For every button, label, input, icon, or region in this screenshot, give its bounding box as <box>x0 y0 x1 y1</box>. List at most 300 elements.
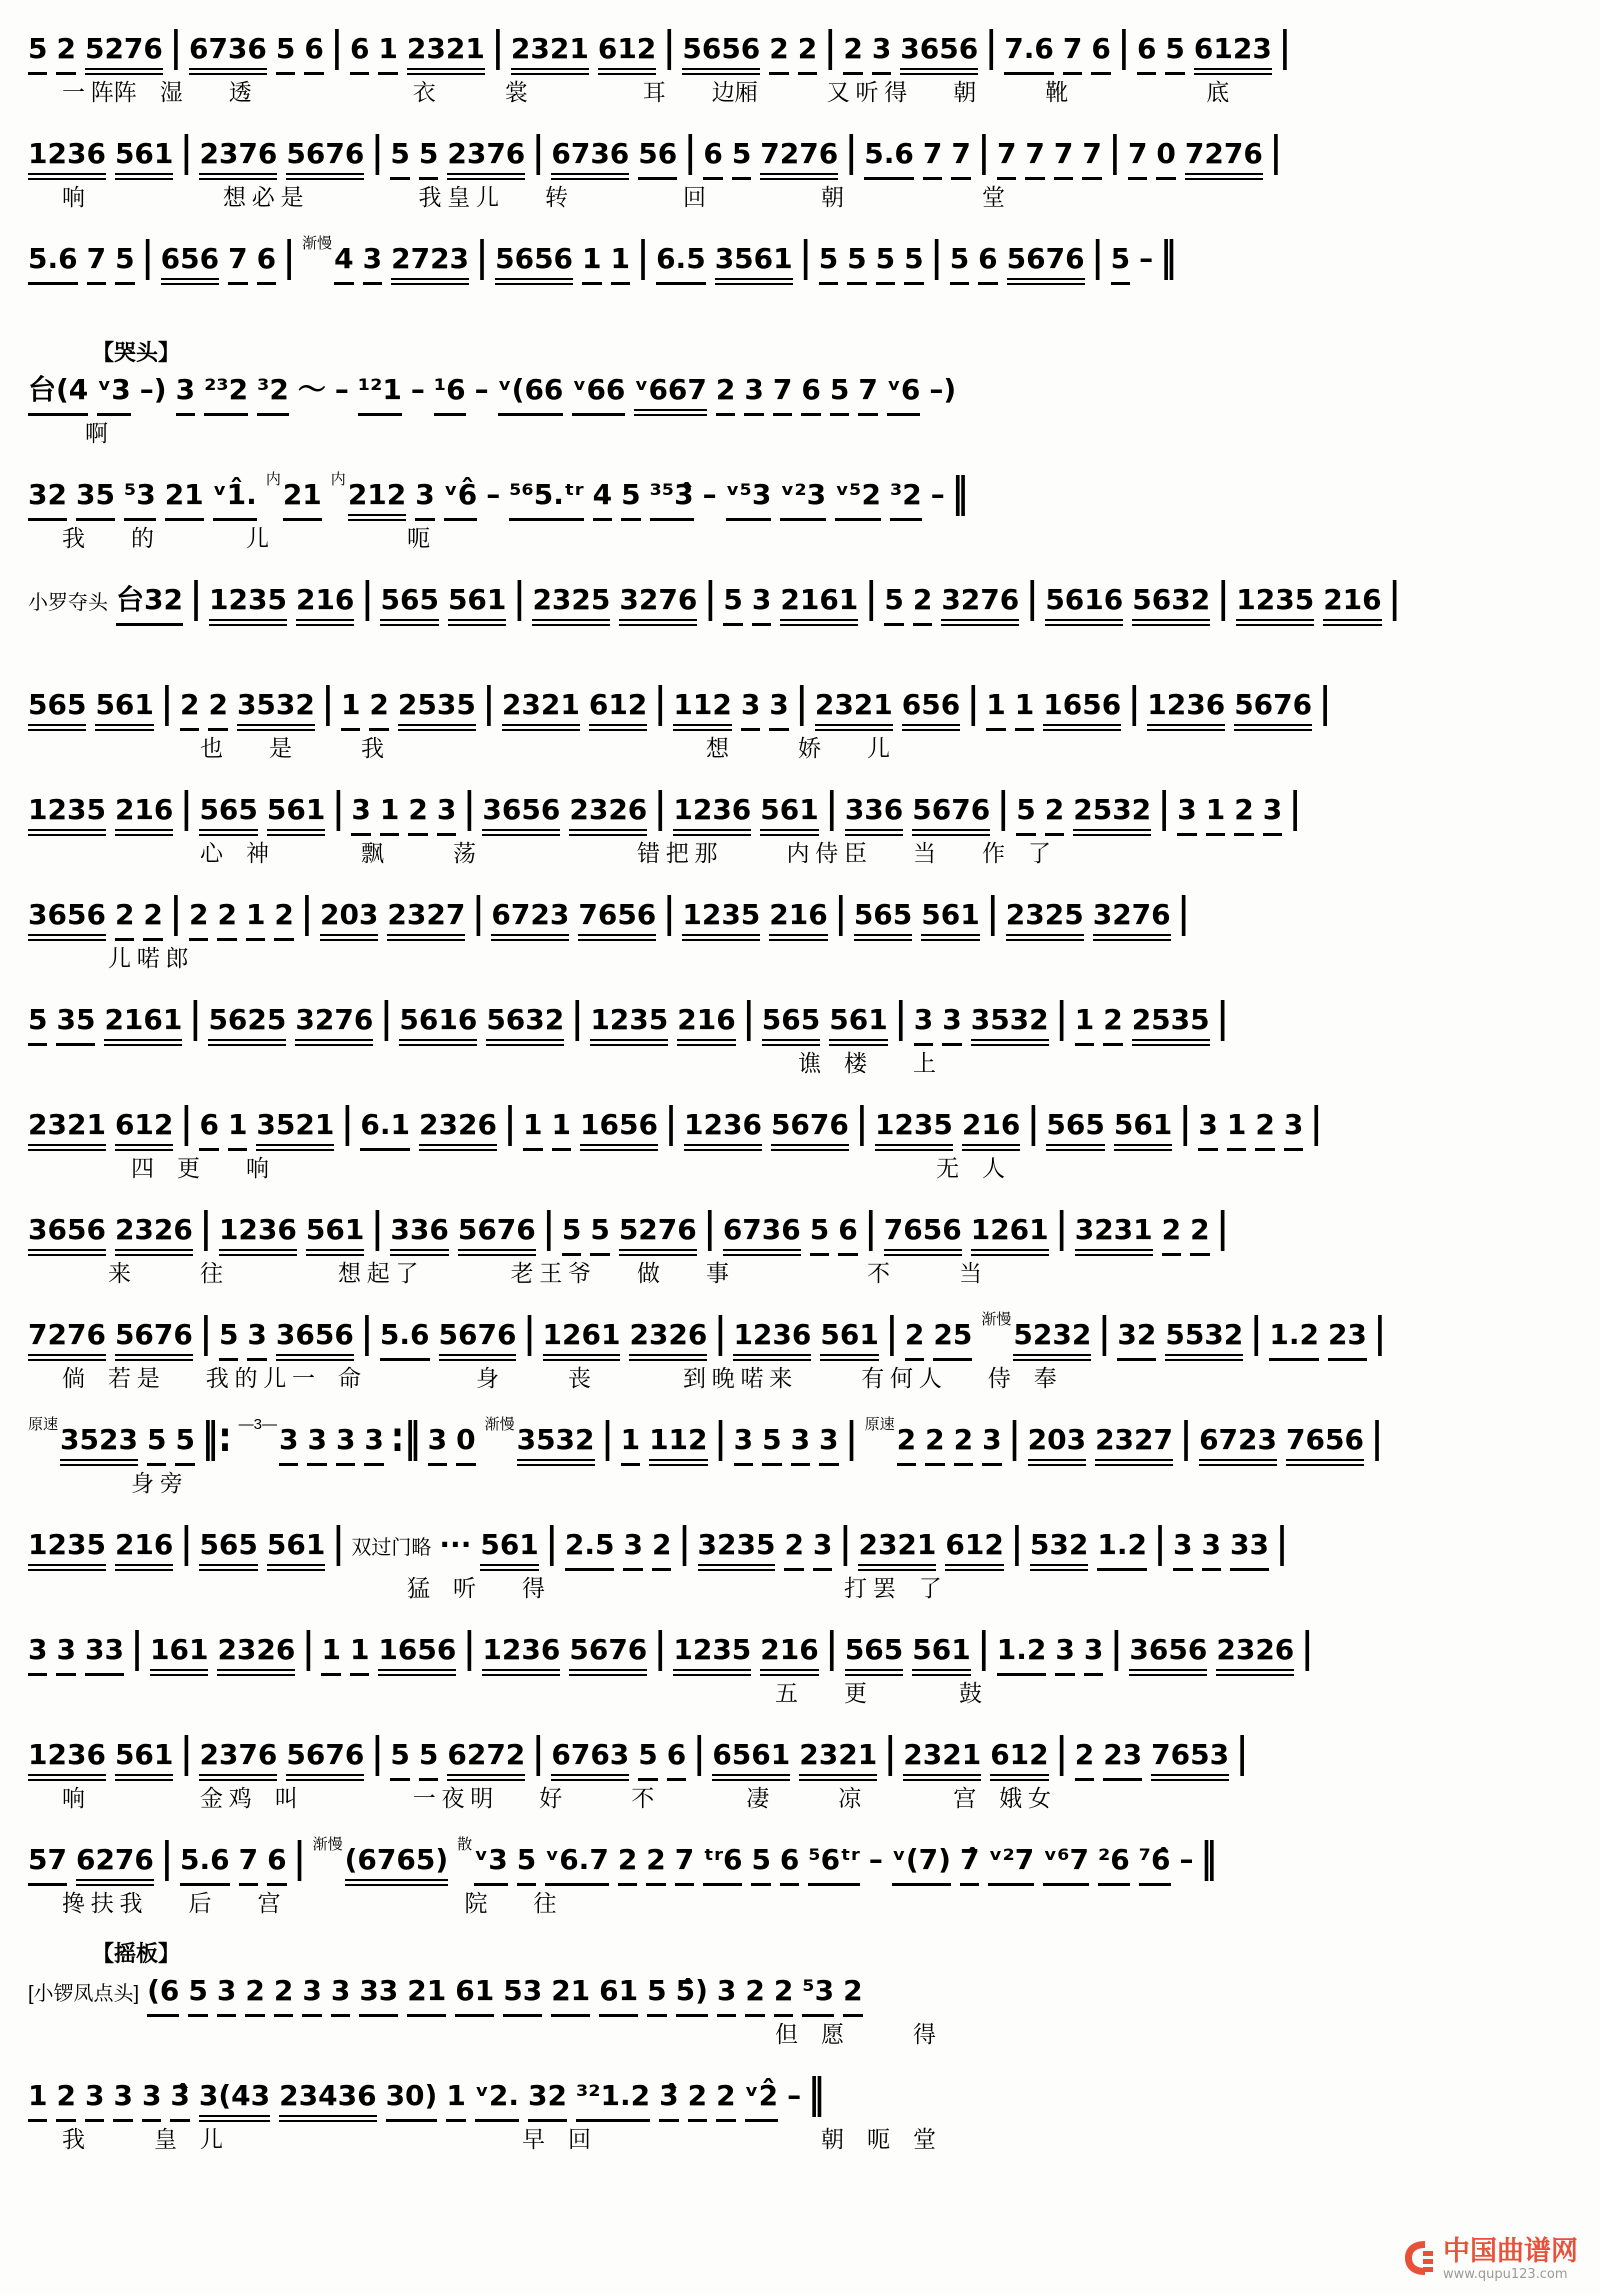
barline: | <box>1289 782 1302 831</box>
note-group: 216 <box>1323 583 1381 626</box>
barline: | <box>542 1202 555 1251</box>
barline: | <box>1010 1517 1023 1566</box>
barline: | <box>834 887 847 936</box>
note-group: 2321 <box>502 688 580 731</box>
note-group: 3 <box>176 373 195 416</box>
note-group: 565 <box>199 1528 257 1571</box>
note-group: 612 <box>115 1108 173 1151</box>
music-system <box>28 1412 1582 1499</box>
note-group: 1 <box>228 1108 247 1151</box>
barline: | <box>637 231 650 280</box>
barline: | <box>321 677 334 726</box>
note-group: 1 <box>1227 1108 1246 1151</box>
barline: | <box>463 1622 476 1671</box>
note-group: 0 <box>456 1423 475 1466</box>
note-group: 561 <box>760 793 818 836</box>
note-group: 1656 <box>1043 688 1121 731</box>
note-group: 3 <box>717 1974 736 2017</box>
note-group: ᵛ(7) <box>892 1843 951 1886</box>
note-group: 33 <box>1230 1528 1269 1571</box>
tempo-annotation: 内 <box>265 471 281 488</box>
note-group: 5616 <box>399 1003 477 1046</box>
note-group: ᵛ1̂. <box>213 478 257 521</box>
note-group: 2327 <box>387 898 465 941</box>
note-group: 5 <box>276 32 295 75</box>
inline-label: [小锣凤点头] <box>28 1983 140 2005</box>
note-group: 5676 <box>1007 242 1085 285</box>
note-group: 1236 <box>28 1738 106 1781</box>
barline: | <box>283 231 296 280</box>
note-group: 6276 <box>76 1843 154 1886</box>
note-group: 5 <box>751 1843 770 1886</box>
note-group: 2 <box>843 1974 862 2017</box>
tempo-annotation: 渐慢 <box>981 1311 1012 1328</box>
barline: | <box>532 1727 545 1776</box>
barline: | <box>654 782 667 831</box>
note-group: ᵛ²3 <box>780 478 826 521</box>
note-group: 216 <box>760 1633 818 1676</box>
note-group: 2161 <box>104 1003 182 1046</box>
barline: | <box>332 782 345 831</box>
note-group: 5676 <box>439 1318 517 1361</box>
note-group: 1 <box>582 242 601 285</box>
note-group: 3 <box>307 1423 326 1466</box>
note-group: 6123 <box>1194 32 1272 75</box>
note-group: 6 <box>780 1843 799 1886</box>
note-group: 7656 <box>578 898 656 941</box>
note-group: 1235 <box>875 1108 953 1151</box>
barline: | <box>799 231 812 280</box>
note-group: 5 <box>876 242 895 285</box>
note-group: 5676 <box>286 1738 364 1781</box>
barline: | <box>654 1622 667 1671</box>
barline: | <box>967 677 980 726</box>
barline: | <box>1026 572 1039 621</box>
barline: | <box>1055 992 1068 1041</box>
note-group: 3 <box>1198 1108 1217 1151</box>
barline: | <box>1177 887 1190 936</box>
note-group: 台32 <box>116 583 183 626</box>
barline: ‖ <box>808 2068 825 2117</box>
note-group: ²6 <box>1098 1843 1130 1886</box>
note-group: 1236 <box>482 1633 560 1676</box>
note-group: 2321 <box>28 1108 106 1151</box>
note-group: 1235 <box>209 583 287 626</box>
note-group: ¹6 <box>434 373 466 416</box>
note-group: 2 <box>798 32 817 75</box>
notation-line <box>28 2068 1582 2123</box>
note-group: 5 <box>950 242 969 285</box>
note-group: 2 <box>1162 1213 1181 1256</box>
lyrics-line: 倘 若 是 我 的 儿 一 命 身 丧 到 晚 喏 来 有 何 人 侍 奉 <box>62 1366 1057 1391</box>
music-system <box>28 1097 1582 1184</box>
note-group: 32 <box>28 478 67 521</box>
barline: | <box>180 782 193 831</box>
note-group: 5 <box>419 137 438 180</box>
note-group: 6 <box>838 1213 857 1256</box>
note-group: – <box>334 373 349 406</box>
music-system <box>28 1622 1582 1709</box>
note-group: 5̂) <box>676 1974 708 2017</box>
note-group: 3 <box>415 478 434 521</box>
note-group: 7 <box>1082 137 1101 180</box>
note-group: 6 <box>350 32 369 75</box>
barline: | <box>684 126 697 175</box>
note-group: 5625 <box>208 1003 286 1046</box>
note-group: 3532 <box>517 1423 595 1466</box>
note-group: – <box>868 1843 883 1876</box>
note-group: 5 <box>175 1423 194 1466</box>
note-group: 1 <box>446 2079 465 2122</box>
barline: | <box>180 1727 193 1776</box>
note-group: 5 <box>390 137 409 180</box>
note-group: 6.1 <box>360 1108 410 1151</box>
note-group: 6 <box>199 1108 218 1151</box>
barline: ‖ <box>1200 1832 1217 1881</box>
note-group: 112 <box>649 1423 707 1466</box>
notation-line <box>28 1307 1582 1362</box>
note-group: 5232 <box>1013 1318 1091 1361</box>
note-group: 6736 <box>551 137 629 180</box>
music-system <box>28 1832 1582 1919</box>
note-group: 1656 <box>580 1108 658 1151</box>
note-group: 6 <box>801 373 820 416</box>
barline: | <box>654 677 667 726</box>
note-group: 32 <box>528 2079 567 2122</box>
note-group: 565 <box>380 583 438 626</box>
music-system <box>28 1307 1582 1394</box>
note-group: 6723 <box>491 898 569 941</box>
note-group: 21 <box>407 1974 446 2017</box>
note-group: – <box>1139 242 1154 275</box>
note-group: 5 <box>762 1423 781 1466</box>
note-group: 3 <box>914 1003 933 1046</box>
note-group: 2 <box>1075 1738 1094 1781</box>
note-group: 561 <box>267 793 325 836</box>
note-group: 3 <box>113 2079 132 2122</box>
note-group: 2 <box>843 32 862 75</box>
note-group: 565 <box>845 1633 903 1676</box>
note-group: 1 <box>1075 1003 1094 1046</box>
lyrics-line: 来 往 想 起 了 老 王 爷 做 事 不 当 <box>62 1261 982 1286</box>
lyrics-line: 我 的 儿 呃 <box>62 526 430 551</box>
note-group: 3656 <box>482 793 560 836</box>
barline: | <box>1091 231 1104 280</box>
note-group: ³2 <box>257 373 289 416</box>
note-group: 5.6 <box>180 1843 230 1886</box>
note-group: 5 <box>904 242 923 285</box>
barline: | <box>1278 21 1291 70</box>
note-group: 2326 <box>217 1633 295 1676</box>
note-group: 3 <box>769 688 788 731</box>
note-group: 565 <box>854 898 912 941</box>
note-group: 7 <box>923 137 942 180</box>
note-group: 7 <box>239 1843 258 1886</box>
note-group: ᵗʳ6 <box>703 1843 742 1886</box>
note-group: 5676 <box>115 1318 193 1361</box>
barline: | <box>371 126 384 175</box>
barline: | <box>463 782 476 831</box>
barline: | <box>332 1517 345 1566</box>
tempo-annotation: 渐慢 <box>312 1836 343 1853</box>
note-group: 1236 <box>219 1213 297 1256</box>
note-group: 561 <box>95 688 153 731</box>
note-group: 0 <box>1156 137 1175 180</box>
barline: | <box>845 126 858 175</box>
note-group: ᵛ2. <box>475 2079 519 2122</box>
notation-line <box>28 1622 1582 1677</box>
barline: | <box>341 1097 354 1146</box>
note-group: 1235 <box>28 793 106 836</box>
lyrics-line <box>62 629 1582 659</box>
note-group: 3 <box>819 1423 838 1466</box>
barline: | <box>169 887 182 936</box>
note-group: 6763 <box>551 1738 629 1781</box>
barline: | <box>884 1727 897 1776</box>
section-label: 【摇板】 <box>92 1941 181 1966</box>
barline: | <box>130 1622 143 1671</box>
music-system <box>28 467 1582 554</box>
barline: | <box>513 572 526 621</box>
note-group: 1236 <box>673 793 751 836</box>
barline: | <box>678 1517 691 1566</box>
note-group: 2327 <box>1095 1423 1173 1466</box>
note-group: 5 <box>219 1318 238 1361</box>
note-group: 3 <box>364 1423 383 1466</box>
note-group: 3 <box>1055 1633 1074 1676</box>
note-group: 112 <box>673 688 731 731</box>
tempo-annotation: 渐慢 <box>302 235 333 252</box>
note-group: – <box>486 478 501 511</box>
note-group: 2326 <box>115 1213 193 1256</box>
note-group: 2321 <box>858 1528 936 1571</box>
note-group: 3 <box>1173 1528 1192 1571</box>
note-group: 2326 <box>569 793 647 836</box>
barline: | <box>693 1727 706 1776</box>
note-group: 2 <box>1103 1003 1122 1046</box>
barline: | <box>1055 1727 1068 1776</box>
note-group: 3 <box>744 373 763 416</box>
note-group: 5532 <box>1165 1318 1243 1361</box>
barline: | <box>371 1727 384 1776</box>
note-group: 2326 <box>629 1318 707 1361</box>
note-group: –) <box>929 373 957 406</box>
lyrics-line: 响 金 鸡 叫 一 夜 明 好 不 凄 凉 宫 娥 女 <box>62 1786 1051 1811</box>
note-group: 3 <box>336 1423 355 1466</box>
note-group: 5 <box>830 373 849 416</box>
lyrics-line: 猛 听 得 打 罢 了 <box>62 1576 942 1601</box>
note-group: 1235 <box>590 1003 668 1046</box>
note-group: 2 <box>954 1423 973 1466</box>
note-group: 7656 <box>884 1213 962 1256</box>
note-group: 32 <box>1117 1318 1156 1361</box>
note-group: 2 <box>1255 1108 1274 1151</box>
notation-line <box>28 1968 1582 2018</box>
note-group: 2326 <box>1216 1633 1294 1676</box>
barline: | <box>160 1832 173 1881</box>
music-system <box>28 231 1582 318</box>
barline: | <box>1275 1517 1289 1566</box>
note-group: 5 <box>847 242 866 285</box>
barline: | <box>1179 1097 1192 1146</box>
note-group: 5676 <box>458 1213 536 1256</box>
note-group: 2 <box>774 1974 793 2017</box>
note-group: 2321 <box>511 32 589 75</box>
note-group: 2 <box>618 1843 637 1886</box>
note-group: 3 <box>56 1633 75 1676</box>
note-group: 2 <box>1190 1213 1209 1256</box>
note-group: 30) <box>386 2079 438 2122</box>
barline: | <box>977 1622 990 1671</box>
note-group: 216 <box>296 583 354 626</box>
note-group: 1.2 <box>997 1633 1047 1676</box>
note-group: 612 <box>990 1738 1048 1781</box>
barline: | <box>371 1202 384 1251</box>
notation-line <box>28 1517 1582 1572</box>
note-group: 656 <box>902 688 960 731</box>
note-group: 5676 <box>286 137 364 180</box>
note-group: 6736 <box>189 32 267 75</box>
note-group: 2535 <box>1132 1003 1210 1046</box>
note-group: 1236 <box>684 1108 762 1151</box>
note-group: 1 <box>350 1633 369 1676</box>
note-group: 2161 <box>780 583 858 626</box>
note-group: 2 <box>189 898 208 941</box>
note-group: 612 <box>598 32 656 75</box>
barline: | <box>361 572 374 621</box>
note-group: 203 <box>1028 1423 1086 1466</box>
lyrics-line <box>62 288 1582 318</box>
barline: | <box>1158 782 1171 831</box>
note-group: 216 <box>115 1528 173 1571</box>
music-system <box>28 21 1582 108</box>
note-group: 3 <box>1177 793 1196 836</box>
note-group: ··· <box>439 1528 472 1561</box>
note-group: 33 <box>85 1633 124 1676</box>
note-group: 3656 <box>276 1318 354 1361</box>
note-group: 561 <box>115 1738 173 1781</box>
barline: | <box>825 782 838 831</box>
note-group: 3 <box>142 2079 161 2122</box>
note-group: 3 <box>752 583 771 626</box>
note-group: 2 <box>180 688 199 731</box>
music-system <box>28 1517 1582 1604</box>
barline: | <box>1310 1097 1323 1146</box>
note-group: 1 <box>621 1423 640 1466</box>
note-group: 3656 <box>1129 1633 1207 1676</box>
note-group: 5632 <box>486 1003 564 1046</box>
note-group: 3532 <box>971 1003 1049 1046</box>
note-group: 5.6 <box>864 137 914 180</box>
lyrics-line: 四 更 响 无 人 <box>62 1156 1005 1181</box>
note-group: 2 <box>905 1318 924 1361</box>
music-system <box>28 887 1582 974</box>
notation-line <box>28 677 1582 732</box>
note-group: ᵛ6̂ <box>444 478 478 521</box>
notation-line <box>28 1412 1582 1467</box>
note-group: 2 <box>784 1528 803 1571</box>
note-group: 5676 <box>771 1108 849 1151</box>
notation-line <box>28 126 1582 181</box>
note-group: ⁵⁶5.ᵗʳ <box>509 478 583 521</box>
note-group: 5 <box>147 1423 166 1466</box>
note-group: 53 <box>503 1974 542 2017</box>
note-group: 5 <box>115 242 134 285</box>
note-group: 2 <box>769 32 788 75</box>
barline: | <box>532 126 545 175</box>
note-group: 3 <box>331 1974 350 2017</box>
note-group: 5 <box>390 1738 409 1781</box>
note-group: 2 <box>274 898 293 941</box>
music-system <box>28 341 1582 449</box>
note-group: 2 <box>56 32 75 75</box>
music-system <box>28 1202 1582 1289</box>
barline: | <box>664 1097 677 1146</box>
note-group: 3 <box>428 1423 447 1466</box>
notation-line <box>28 782 1582 837</box>
note-group: 2321 <box>799 1738 877 1781</box>
note-group: 2 <box>925 1423 944 1466</box>
note-group: 2 <box>652 1528 671 1571</box>
note-group: ᵛ3 <box>97 373 131 416</box>
note-group: 5676 <box>1234 688 1312 731</box>
note-group: 2535 <box>398 688 476 731</box>
note-group: ⁵6ᵗʳ <box>808 1843 859 1886</box>
inline-label: 小罗夺头 <box>28 592 108 614</box>
barline: | <box>491 21 504 70</box>
note-group: 35 <box>76 478 115 521</box>
note-group: 3̂ <box>659 2079 678 2122</box>
barline: | <box>380 992 393 1041</box>
lyrics-line: 搀 扶 我 后 宫 院 往 <box>62 1891 557 1916</box>
notation-line <box>28 367 1582 417</box>
note-group: 2321 <box>407 32 485 75</box>
barline: | <box>189 572 203 621</box>
note-group: 3 <box>1084 1633 1103 1676</box>
note-group: 3276 <box>1093 898 1171 941</box>
note-group: ³²1.2 <box>576 2079 650 2122</box>
notation-line <box>28 1832 1582 1887</box>
barline: | <box>1216 1202 1229 1251</box>
note-group: 2321 <box>815 688 893 731</box>
note-group: 6 <box>1137 32 1156 75</box>
lyrics-line: 响 想 必 是 我 皇 儿 转 回 朝 堂 <box>62 185 1005 210</box>
note-group: 7 <box>675 1843 694 1886</box>
note-group: 7 <box>1025 137 1044 180</box>
note-group: 3 <box>623 1528 642 1571</box>
note-group: 6 <box>267 1843 286 1886</box>
music-system <box>28 992 1582 1079</box>
note-group: 35 <box>56 1003 95 1046</box>
barline: | <box>472 887 485 936</box>
site-name: 中国曲谱网 <box>1443 2236 1578 2267</box>
note-group: 1 <box>1015 688 1034 731</box>
note-group: 6 <box>703 137 722 180</box>
note-group: 23 <box>1103 1738 1142 1781</box>
note-group: 7 <box>951 137 970 180</box>
barline: | <box>1269 126 1282 175</box>
note-group: 5 <box>884 583 903 626</box>
note-group: 3 <box>28 1633 47 1676</box>
note-group: 565 <box>1046 1108 1104 1151</box>
lyrics-line: 但 愿 得 <box>62 2022 936 2047</box>
note-group: 2 <box>143 898 162 941</box>
note-group: 3532 <box>237 688 315 731</box>
note-group: 1 <box>380 793 399 836</box>
note-group: 56 <box>638 137 677 180</box>
barline: | <box>330 21 343 70</box>
barline: | <box>503 1097 517 1146</box>
